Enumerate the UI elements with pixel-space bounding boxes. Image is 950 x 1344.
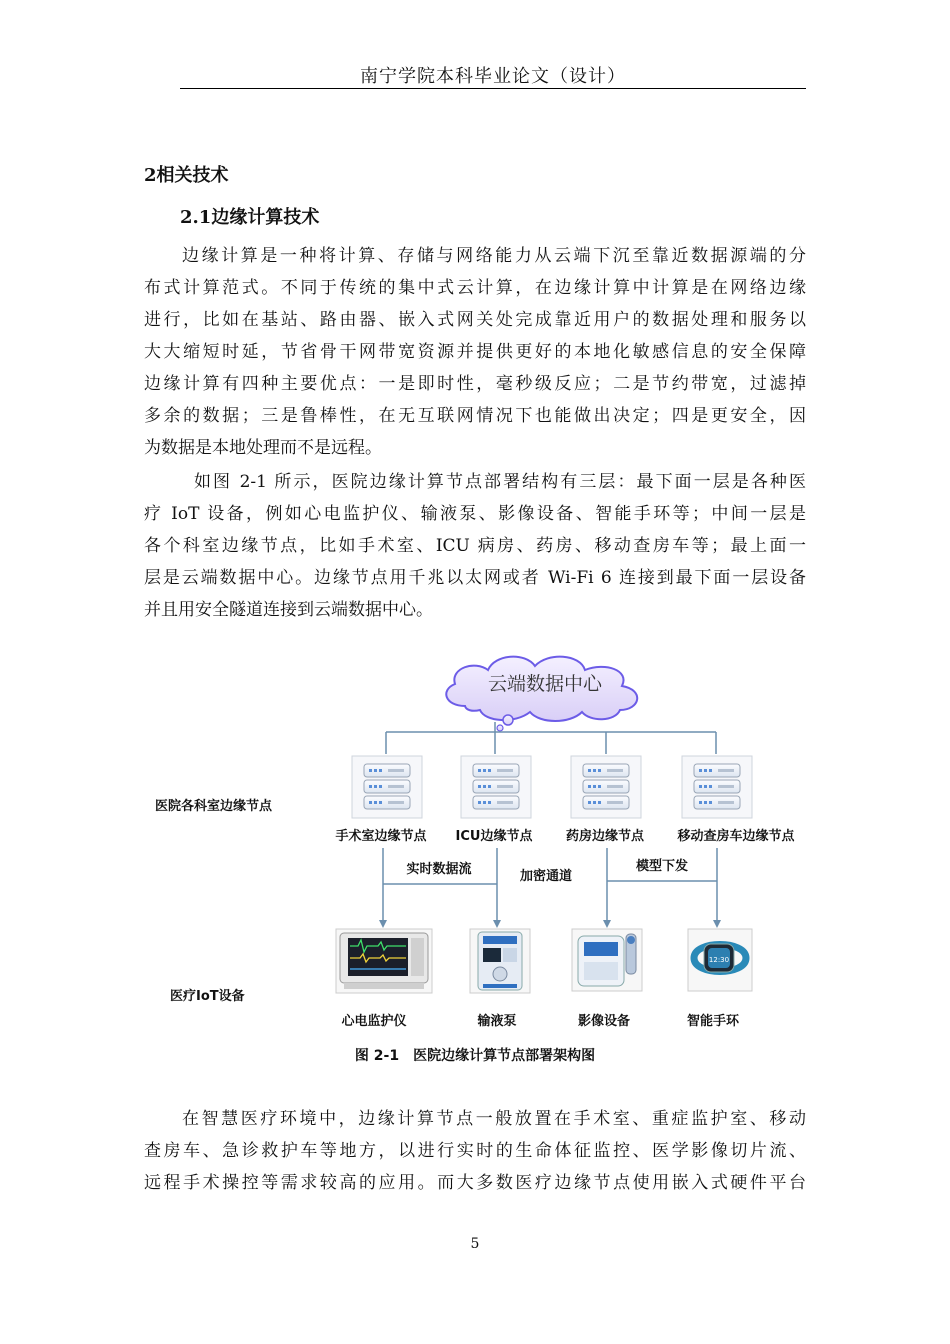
page-number: 5 bbox=[470, 1236, 480, 1252]
flow-label-model: 模型下发 bbox=[635, 859, 689, 874]
architecture-figure bbox=[0, 640, 950, 1044]
device-label-ecg: 心电监护仪 bbox=[341, 1014, 407, 1029]
cloud-connectors bbox=[386, 722, 716, 754]
text-line: 远程手术操控等需求较高的应用。而大多数医疗边缘节点使用嵌入式硬件平台 bbox=[144, 1173, 806, 1193]
paragraph-2 bbox=[144, 466, 806, 626]
text-line: 布式计算范式。不同于传统的集中式云计算，在边缘计算中计算是在网络边缘 bbox=[144, 278, 806, 298]
ecg-monitor-icon bbox=[336, 929, 432, 993]
text-line: 为数据是本地处理而不是远程。 bbox=[144, 438, 382, 458]
server-icon-ward-cart bbox=[682, 756, 752, 818]
edge-node-label-or: 手术室边缘节点 bbox=[335, 829, 427, 844]
infusion-pump-icon bbox=[470, 929, 530, 993]
svg-text:12:30: 12:30 bbox=[708, 956, 730, 964]
section-heading: 2相关技术 bbox=[144, 165, 229, 186]
text-line: 多余的数据；三是鲁棒性，在无互联网情况下也能做出决定；四是更安全，因 bbox=[144, 406, 806, 426]
text-line: 查房车、急诊救护车等地方，以进行实时的生命体征监控、医学影像切片流、 bbox=[144, 1141, 806, 1161]
text-line: 并且用安全隧道连接到云端数据中心。 bbox=[144, 600, 433, 620]
text-line: 在智慧医疗环境中，边缘计算节点一般放置在手术室、重症监护室、移动 bbox=[182, 1109, 806, 1129]
text-line: 疗 IoT 设备，例如心电监护仪、输液泵、影像设备、智能手环等；中间一层是 bbox=[144, 504, 806, 524]
paragraph-3 bbox=[144, 1103, 806, 1199]
server-icon-pharmacy bbox=[571, 756, 641, 818]
edge-node-label-pharmacy: 药房边缘节点 bbox=[565, 829, 645, 844]
text-line: 各个科室边缘节点，比如手术室、ICU 病房、药房、移动查房车等；最上面一 bbox=[144, 536, 806, 556]
edge-layer-label: 医院各科室边缘节点 bbox=[155, 799, 273, 814]
header-rule bbox=[180, 88, 806, 89]
running-header: 南宁学院本科毕业论文（设计） bbox=[360, 66, 626, 87]
device-label-pump: 输液泵 bbox=[477, 1014, 517, 1029]
flow-label-realtime: 实时数据流 bbox=[406, 862, 472, 877]
server-icon-icu bbox=[461, 756, 531, 818]
flow-label-encrypted: 加密通道 bbox=[519, 869, 573, 884]
text-line: 大大缩短时延，节省骨干网带宽资源并提供更好的本地化敏感信息的安全保障 bbox=[144, 342, 806, 362]
server-icon-or bbox=[352, 756, 422, 818]
device-layer-label: 医疗IoT设备 bbox=[170, 989, 245, 1004]
imaging-device-icon bbox=[572, 929, 642, 991]
edge-node-label-icu: ICU边缘节点 bbox=[455, 829, 533, 844]
text-line: 边缘计算是一种将计算、存储与网络能力从云端下沉至靠近数据源端的分 bbox=[182, 246, 806, 266]
arrowheads bbox=[379, 920, 721, 928]
device-label-imaging: 影像设备 bbox=[577, 1014, 631, 1029]
text-line: 如图 2-1 所示，医院边缘计算节点部署结构有三层：最下面一层是各种医 bbox=[194, 472, 806, 492]
device-label-band: 智能手环 bbox=[686, 1014, 740, 1029]
subsection-heading: 2.1边缘计算技术 bbox=[180, 207, 320, 228]
text-line: 进行，比如在基站、路由器、嵌入式网关处完成靠近用户的数据处理和服务以 bbox=[144, 310, 806, 330]
paragraph-1 bbox=[144, 240, 806, 464]
text-line: 边缘计算有四种主要优点：一是即时性，毫秒级反应；二是节约带宽，过滤掉 bbox=[144, 374, 806, 394]
figure-caption: 图 2-1 医院边缘计算节点部署架构图 bbox=[354, 1048, 596, 1064]
smart-band-icon bbox=[688, 929, 752, 991]
edge-node-label-ward-cart: 移动查房车边缘节点 bbox=[677, 829, 795, 844]
cloud-label: 云端数据中心 bbox=[487, 673, 603, 695]
text-line: 层是云端数据中心。边缘节点用千兆以太网或者 Wi-Fi 6 连接到最下面一层设备 bbox=[144, 568, 806, 588]
